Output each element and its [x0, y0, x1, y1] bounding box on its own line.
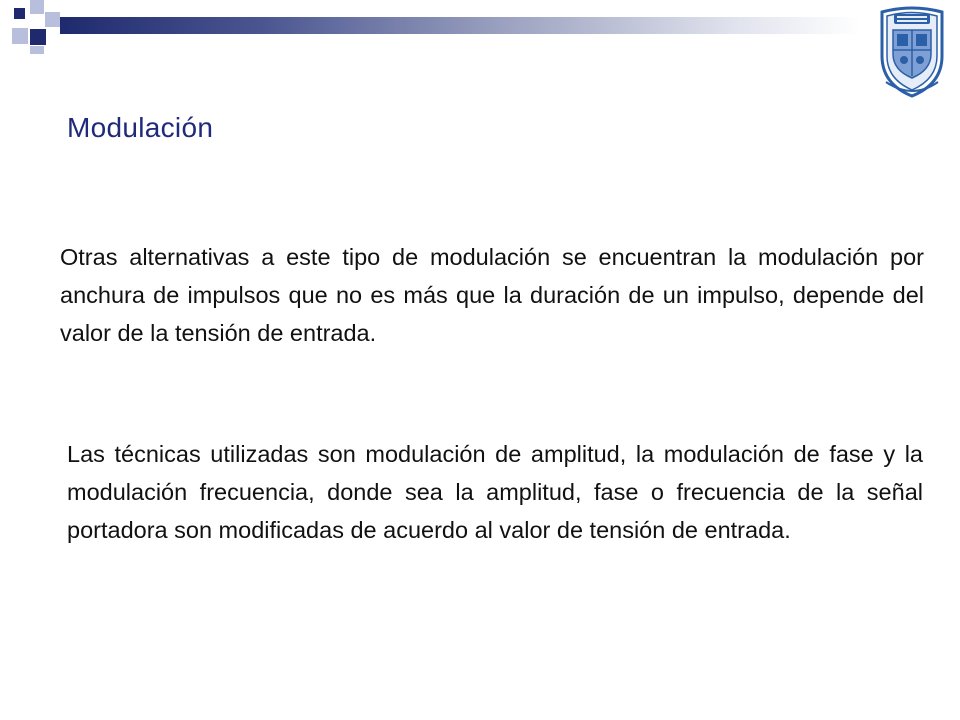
decor-square-light-3 — [12, 28, 28, 44]
header-gradient-bar — [60, 17, 860, 34]
decor-square-light-4 — [30, 46, 44, 54]
body-paragraph-2: Las técnicas utilizadas son modulación de amplitud, la modulación de fase y la modulación frecuencia, donde sea la amplitud, fase o frecuencia de la señal portadora son modificadas de acuerdo al valor de tensión de entrada. — [67, 441, 923, 543]
decor-square-light-1 — [30, 0, 44, 14]
decor-square-light-2 — [45, 12, 60, 27]
university-crest-icon — [876, 4, 948, 98]
decor-square-navy-2 — [30, 29, 46, 45]
decor-square-navy-1 — [14, 8, 25, 19]
slide-title: Modulación — [67, 112, 214, 143]
body-paragraph-1: Otras alternativas a este tipo de modulación se encuentran la modulación por anchura de impulsos que no es más que la duración de un impulso, depende del valor de la tensión de entrada. — [60, 244, 924, 346]
